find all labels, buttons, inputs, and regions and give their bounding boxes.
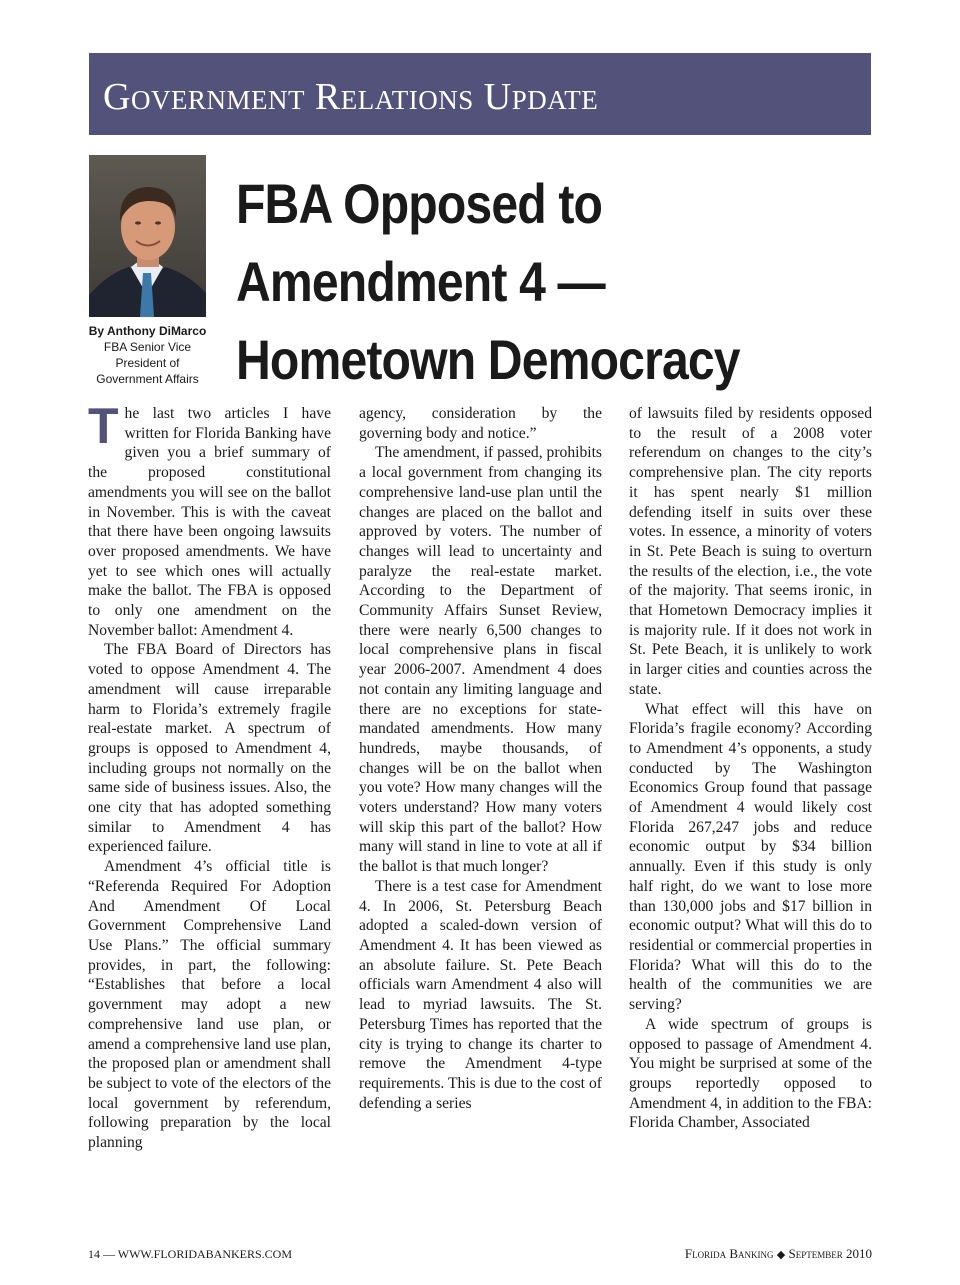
diamond-icon: ◆ [776, 1249, 786, 1261]
paragraph: There is a test case for Amendment 4. In 2006, St. Petersburg Beach adopted a scaled-down version of Amendment 4. It has been viewed as an absolute failure. St. Pete Beach officials warn Amendment 4 also will lead to myriad lawsuits. The St. Petersburg Times has reported that the city is trying to change its charter to remove the Amendment 4-type requirements. This is due to the cost of defending a series [359, 877, 602, 1112]
headline-line: Amendment 4 — [236, 250, 605, 313]
paragraph [88, 398, 331, 640]
paragraph: The FBA Board of Directors has voted to oppose Amendment 4. The amendment will cause irreparable harm to Florida’s extremely fragile real-estate market. A spectrum of groups is opposed to Amendment 4, including groups not normally on the same side of business issues. Also, the one city that has adopted something similar to Amendment 4 has experienced failure. [88, 641, 331, 856]
section-banner-title: Government Relations Update [103, 76, 599, 118]
headline-line: FBA Opposed to [236, 172, 603, 235]
headline-line: Hometown Democracy [236, 328, 740, 391]
article-headline [236, 165, 769, 399]
footer-date: September 2010 [788, 1246, 872, 1261]
author-title-line: FBA Senior Vice [103, 340, 192, 354]
paragraph: Amendment 4’s official title is “Referenda Required For Adoption And Amendment Of Local Government Comprehensive Land Use Plans.” The official summary provides, in part, the following: “Establishes that before a local government may adopt a new comprehensive land use plan, or amend a comprehensive land use plan, the proposed plan or amendment shall be subject to vote of the electors of the local government by referendum, following preparation by the local planning [88, 858, 331, 1152]
paragraph: The amendment, if passed, prohibits a local government from changing its comprehensive land-use plan until the changes are placed on the ballot and approved by voters. The number of changes will lead to uncertainty and paralyze the real-estate market. According to the Department of Community Affairs Sunset Review, there were nearly 6,500 changes to local comprehensive plans in fiscal year 2006-2007. Amendment 4 does not contain any limiting language and there are no exceptions for state-mandated amendments. How many hundreds, maybe thousands, of changes will be on the ballot when you vote? How many changes will the voters understand? How many voters will skip this part of the ballot? How many will stand in line to vote at all if the ballot is that much longer? [359, 444, 602, 876]
author-photo [89, 155, 206, 317]
section-banner [89, 53, 871, 135]
author-title-line: President of [115, 356, 180, 370]
footer-publication [640, 1246, 872, 1262]
footer-page-url: 14 — WWW.FLORIDABANKERS.COM [88, 1247, 293, 1261]
drop-cap: T [88, 398, 119, 454]
paragraph: A wide spectrum of groups is opposed to passage of Amendment 4. You might be surprised at some of the groups reportedly opposed to Amendment 4, in addition to the FBA: Florida Chamber, Associated [629, 1015, 872, 1132]
author-title-line: Government Affairs [96, 372, 199, 386]
article-column-1 [88, 398, 331, 1153]
paragraph: What effect will this have on Florida’s fragile economy? According to Amendment 4’s opponents, a study conducted by The Washington Economics Group found that passage of Amendment 4 would likely cost Florida 267,247 jobs and reduce economic output by $34 billion annually. Even if this study is only half right, do we want to lose more than 130,000 jobs and $17 billion in economic output? What will this do to residential or commercial properties in Florida? What will this do to the health of the communities we are serving? [629, 700, 872, 1014]
footer-publication-name: Florida Banking [684, 1246, 774, 1261]
byline [80, 323, 215, 387]
paragraph-text: he last two articles I have written for Florida Banking have given you a brief summary of the proposed constitutional amendments you will see on the ballot in November. This is with the caveat that there have been ongoing lawsuits over proposed amendments. We have yet to see which ones will actually make the ballot. The FBA is opposed to only one amendment on the November ballot: Amendment 4. [88, 405, 331, 639]
author-name: By Anthony DiMarco [88, 324, 207, 338]
paragraph: agency, consideration by the governing body and notice.” [359, 405, 602, 442]
article-column-2 [359, 404, 602, 1113]
article-column-3 [629, 404, 872, 1133]
paragraph: of lawsuits filed by residents opposed to the result of a 2008 voter referendum on changes to the city’s comprehensive plan. The city reports it has spent nearly $1 million defending itself in suits over these votes. In essence, a minority of voters in St. Pete Beach is suing to overturn the results of the election, i.e., the vote of the majority. That seems ironic, in that Hometown Democracy implies it is majority rule. If it does not work in St. Pete Beach, it is unlikely to work in larger cities and counties across the state. [629, 405, 872, 698]
